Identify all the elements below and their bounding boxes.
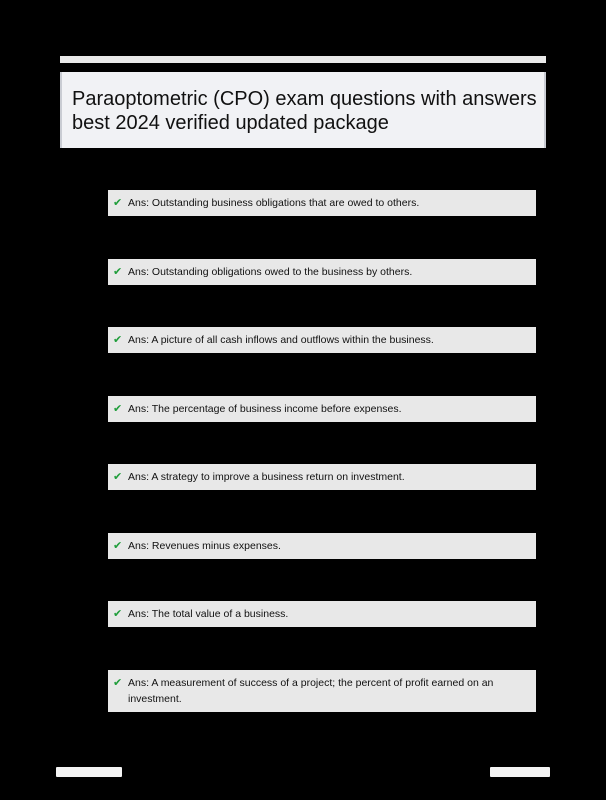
check-icon: ✔ bbox=[113, 265, 123, 278]
answer-text: Ans: Revenues minus expenses. bbox=[128, 540, 281, 552]
check-icon: ✔ bbox=[113, 333, 123, 346]
answer-box bbox=[108, 327, 536, 353]
answer-box bbox=[108, 670, 536, 712]
answer-text: Ans: The percentage of business income before expenses. bbox=[128, 403, 402, 415]
check-icon: ✔ bbox=[113, 470, 123, 483]
answer-text: Ans: Outstanding business obligations that are owed to others. bbox=[128, 197, 420, 209]
answer-text: Ans: The total value of a business. bbox=[128, 608, 289, 620]
answer-text: Ans: Outstanding obligations owed to the business by others. bbox=[128, 266, 413, 278]
check-icon: ✔ bbox=[113, 196, 123, 209]
title-banner bbox=[60, 72, 546, 148]
answer-box bbox=[108, 601, 536, 627]
answer-text: Ans: A picture of all cash inflows and outflows within the business. bbox=[128, 334, 434, 346]
answer-box bbox=[108, 533, 536, 559]
answer-text: Ans: A measurement of success of a project; the percent of profit earned on an investment. bbox=[128, 677, 494, 705]
answer-box bbox=[108, 259, 536, 285]
check-icon: ✔ bbox=[113, 607, 123, 620]
answer-box bbox=[108, 396, 536, 422]
footer-page-marker bbox=[490, 767, 550, 777]
check-icon: ✔ bbox=[113, 402, 123, 415]
answer-box bbox=[108, 190, 536, 216]
check-icon: ✔ bbox=[113, 676, 123, 689]
check-icon: ✔ bbox=[113, 539, 123, 552]
answer-text: Ans: A strategy to improve a business return on investment. bbox=[128, 471, 405, 483]
top-divider bbox=[60, 56, 546, 63]
footer-watermark-left bbox=[56, 767, 122, 777]
answer-box bbox=[108, 464, 536, 490]
document-title: Paraoptometric (CPO) exam questions with answers best 2024 verified updated package bbox=[72, 88, 537, 134]
